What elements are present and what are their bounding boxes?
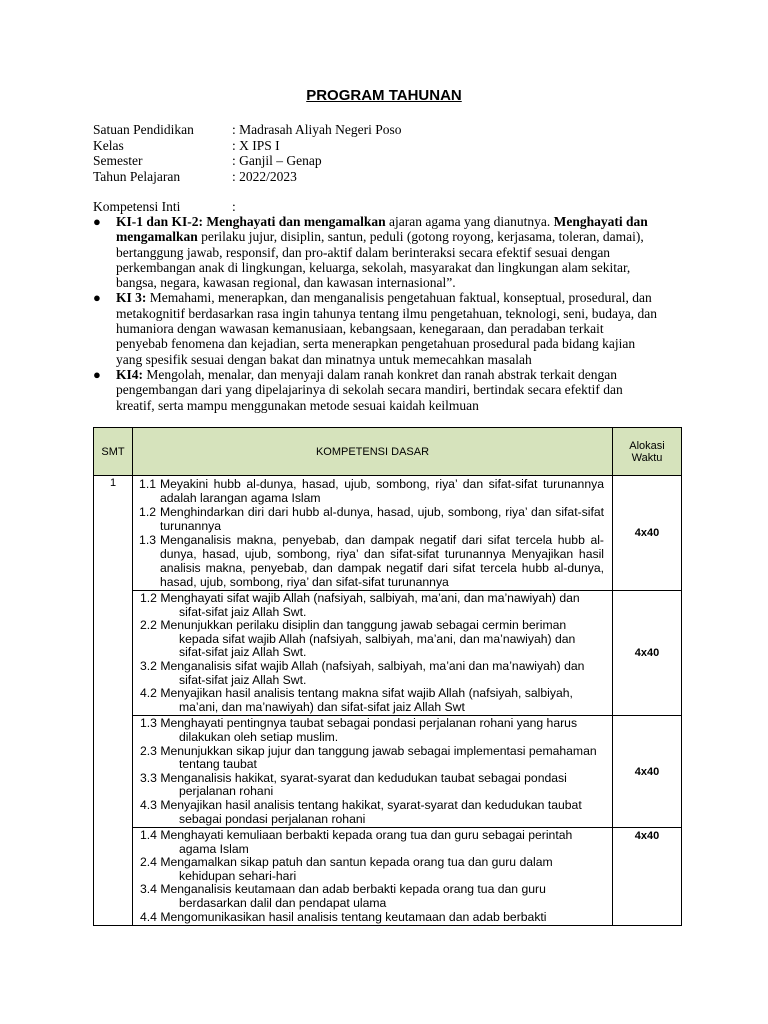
- kd-item: 4.2 Menyajikan hasil analisis tentang makna sifat wajib Allah (nafsiyah, salbiyah, ma’ani, dan ma’nawiyah) dan sifat-sifat jaiz Allah Swt: [140, 686, 573, 714]
- info-value: : Madrasah Aliyah Negeri Poso: [232, 122, 402, 137]
- kd-item: [133, 505, 612, 533]
- kd-item: 1.4 Menghayati kemuliaan berbakti kepada orang tua dan guru sebagai perintah agama Islam: [140, 828, 573, 856]
- header-alokasi-waktu: Alokasi Waktu: [613, 428, 682, 476]
- info-label: Semester: [93, 153, 143, 168]
- ki-plain: perilaku jujur, disiplin, santun, peduli (gotong royong, kerjasama, toleran, damai), bertanggung jawab, responsif, dan pro-aktif dalam berinteraksi secara efektif sesuai dengan perkembangan anak di lingkungan, keluarga, sekolah, masyarakat dan lingkungan alam sekitar, bangsa, negara, kawasan regional, dan kawasan internasional”.: [116, 229, 644, 291]
- kd-cell: [133, 828, 613, 926]
- header-kompetensi-dasar: KOMPETENSI DASAR: [133, 428, 613, 476]
- kd-text: Meyakini hubb al-dunya, hasad, ujub, sombong, riya’ dan sifat-sifat turunannya adalah larangan agama Islam: [160, 477, 604, 505]
- ki-plain: Mengolah, menalar, dan menyaji dalam ranah konkret dan ranah abstrak terkait dengan pengembangan dari yang dipelajarinya di sekolah secara mandiri, bertindak secara efektif dan kreatif, serta mampu menggunakan metode sesuai kaidah keilmuan: [116, 366, 623, 413]
- header-smt: SMT: [94, 428, 133, 476]
- ki-list: [93, 214, 658, 413]
- ki-plain: Memahami, menerapkan, dan menganalisis pengetahuan faktual, konseptual, prosedural, dan metakognitif berdasarkan rasa ingin tahunya tentang ilmu pengetahuan, teknologi, seni, budaya, dan humaniora dengan wawasan kemanusiaan, kebangsaan, kenegaraan, dan peradaban terkait penyebab fenomena dan kejadian, serta menerapkan pengetahuan prosedural pada bidang kajian yang spesifik sesuai dengan bakat dan minatnya untuk memecahkan masalah: [116, 290, 657, 367]
- kd-item: 3.4 Menganalisis keutamaan dan adab berbakti kepada orang tua dan guru berdasarkan dalil dan pendapat ulama: [140, 882, 546, 911]
- kd-item: 2.3 Menunjukkan sikap jujur dan tanggung jawab sebagai implementasi pemahaman tentang taubat: [140, 743, 597, 772]
- alokasi-cell: 4x40: [613, 716, 682, 828]
- table-header-row: [94, 428, 682, 476]
- info-row-kelas: [93, 138, 401, 154]
- kd-number: 1.1: [139, 477, 156, 491]
- kd-number: 1.3: [139, 533, 156, 547]
- list-item: [93, 214, 658, 290]
- ki-bold: Menghayati dan mengamalkan: [116, 214, 648, 245]
- ki-heading-value: :: [232, 199, 236, 214]
- ki-text: [116, 367, 658, 413]
- info-value: : 2022/2023: [232, 168, 297, 184]
- kd-item: [133, 477, 612, 505]
- document-info: [93, 122, 401, 184]
- kd-cell: [133, 591, 613, 716]
- info-row-semester: [93, 153, 401, 169]
- list-item: [93, 290, 658, 366]
- info-value: : X IPS I: [232, 137, 280, 153]
- ki-heading: [93, 199, 236, 215]
- kd-item: 4.4 Mengomunikasikan hasil analisis tentang keutamaan dan adab berbakti: [140, 909, 547, 924]
- ki-bold: KI 3:: [116, 290, 147, 306]
- kd-item: 2.4 Mengamalkan sikap patuh dan santun kepada orang tua dan guru dalam kehidupan sehari-hari: [140, 855, 553, 883]
- list-item: [93, 367, 658, 413]
- table-row: [94, 716, 682, 828]
- ki-plain: ajaran agama yang dianutnya.: [385, 214, 554, 229]
- kd-item: 1.2 Menghayati sifat wajib Allah (nafsiyah, salbiyah, ma’ani, dan ma’nawiyah) dan sifat-sifat jaiz Allah Swt.: [140, 591, 580, 619]
- smt-cell: 1: [94, 476, 133, 926]
- kd-item: 1.3 Menghayati pentingnya taubat sebagai pondasi perjalanan rohani yang harus dilakukan oleh setiap muslim.: [140, 716, 578, 744]
- info-label: Tahun Pelajaran: [93, 168, 181, 184]
- kd-cell: [133, 476, 613, 591]
- info-label: Satuan Pendidikan: [93, 122, 194, 137]
- ki-heading-label: Kompetensi Inti: [93, 199, 181, 214]
- info-row-tahun: [93, 169, 401, 185]
- table-row: [94, 476, 682, 591]
- kd-item: 3.2 Menganalisis sifat wajib Allah (nafsiyah, salbiyah, ma’ani dan ma’nawiyah) dan sifat-sifat jaiz Allah Swt.: [140, 658, 585, 687]
- kd-text: Menganalisis makna, penyebab, dan dampak negatif dari sifat tercela hubb al-dunya, hasad, ujub, sombong, riya’ dan sifat-sifat turunannya Menyajikan hasil analisis makna, penyebab, dan dampak negatif dari sifat tercela hubb al-dunya, hasad, ujub, sombong, riya’ dan sifat-sifat turunannya: [160, 533, 604, 589]
- kd-item: 2.2 Menunjukkan perilaku disiplin dan tanggung jawab sebagai cermin beriman kepada sifat wajib Allah (nafsiyah, salbiyah, ma’ani, dan ma’nawiyah) dan sifat-sifat jaiz Allah Swt.: [140, 618, 576, 660]
- ki-text: [116, 214, 658, 290]
- alokasi-cell: 4x40: [613, 591, 682, 716]
- ki-text: [116, 290, 658, 366]
- alokasi-cell: 4x40: [613, 828, 682, 926]
- ki-bold: KI4:: [116, 366, 143, 382]
- alokasi-cell: 4x40: [613, 476, 682, 591]
- kompetensi-dasar-table: [93, 427, 682, 926]
- kd-text: Menghindarkan diri dari hubb al-dunya, hasad, ujub, sombong, riya’ dan sifat-sifat turunannya: [160, 505, 604, 533]
- table-row: [94, 591, 682, 716]
- info-row-satuan: [93, 122, 401, 138]
- table-row: [94, 828, 682, 926]
- bullet-icon: ●: [93, 214, 101, 229]
- kd-item: 3.3 Menganalisis hakikat, syarat-syarat dan kedudukan taubat sebagai pondasi perjalanan rohani: [140, 770, 567, 799]
- info-label: Kelas: [93, 137, 124, 153]
- ki-bold: KI-1 dan KI-2: Menghayati dan mengamalkan: [116, 214, 386, 229]
- kd-item: 4.3 Menyajikan hasil analisis tentang hakikat, syarat-syarat dan kedudukan taubat sebagai pondasi perjalanan rohani: [140, 797, 582, 826]
- page-title: PROGRAM TAHUNAN: [306, 87, 462, 104]
- kd-item: [133, 533, 612, 589]
- bullet-icon: ●: [93, 290, 101, 306]
- info-value: : Ganjil – Genap: [232, 153, 322, 168]
- kd-cell: [133, 716, 613, 828]
- bullet-icon: ●: [93, 366, 101, 382]
- kd-number: 1.2: [139, 505, 156, 519]
